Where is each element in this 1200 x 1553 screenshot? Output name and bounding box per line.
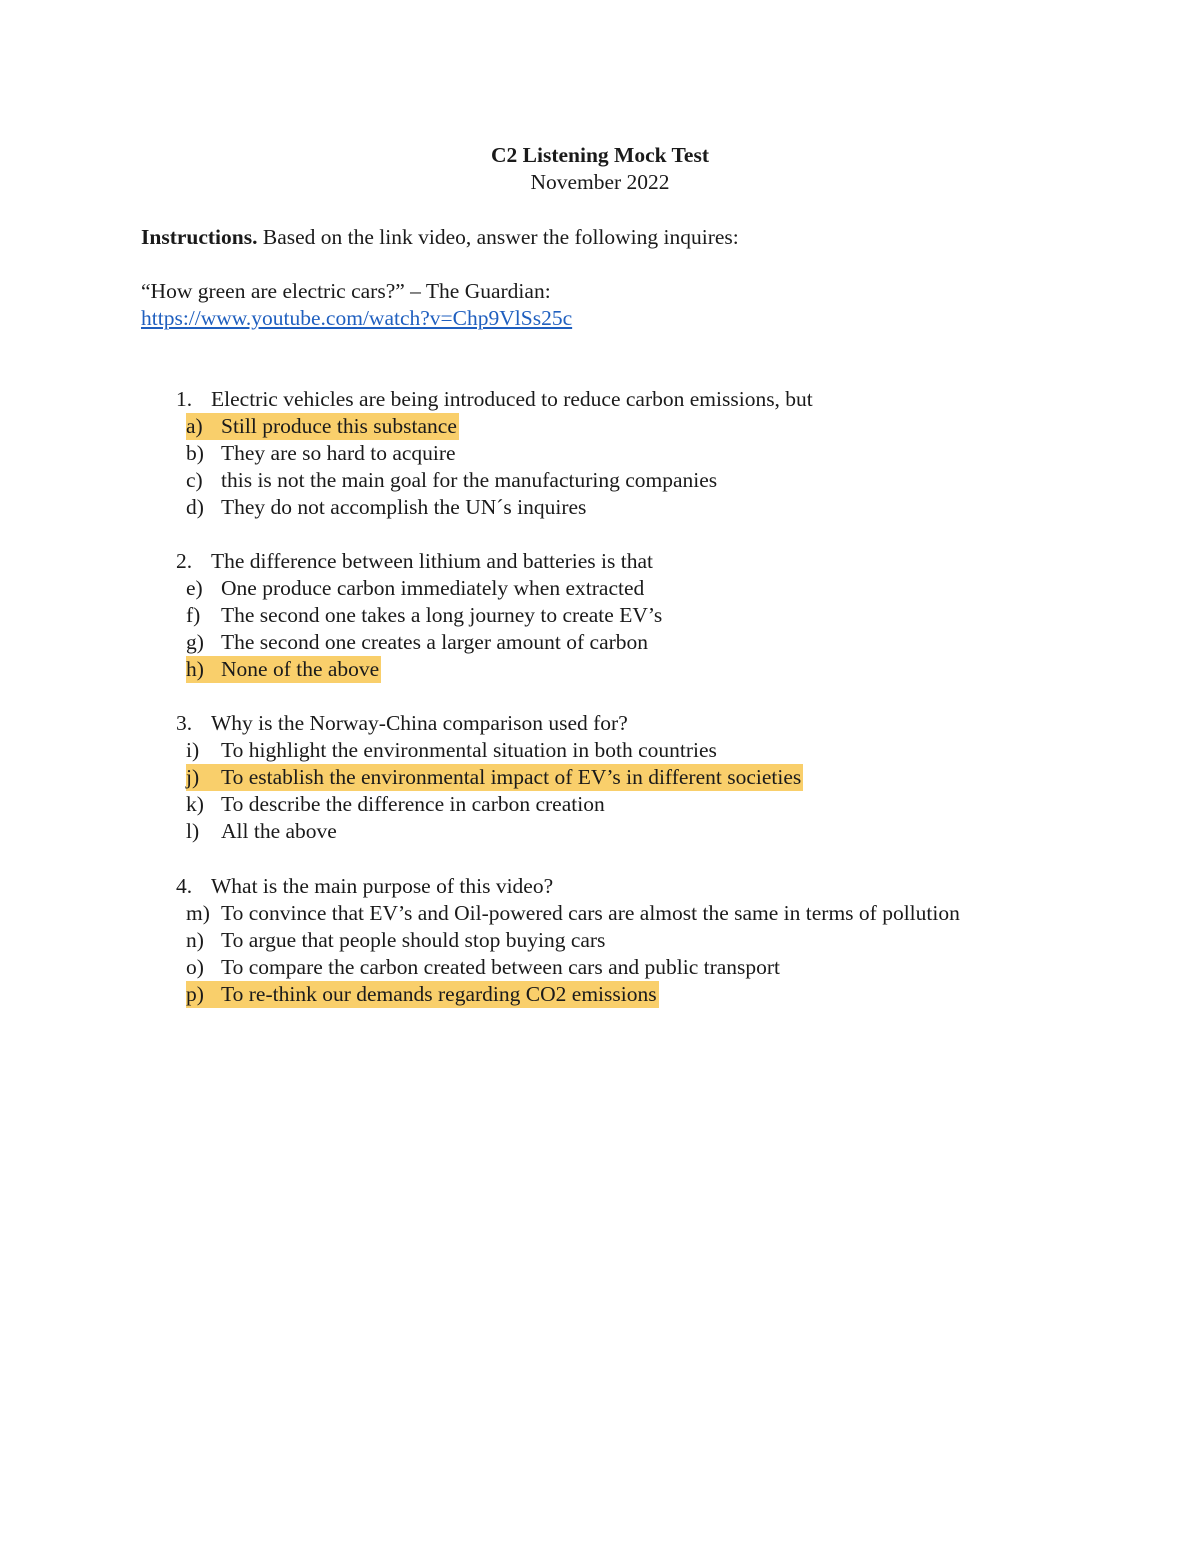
option-text: To establish the environmental impact of EV’s in different societies — [221, 765, 802, 789]
option-letter: d) — [186, 495, 204, 519]
option-n — [186, 927, 605, 954]
option-b — [186, 440, 456, 467]
option-m — [186, 900, 960, 927]
option-letter: k) — [186, 792, 204, 816]
source-title: “How green are electric cars?” – The Guardian: — [141, 279, 551, 303]
option-o — [186, 954, 780, 981]
option-e — [186, 575, 644, 602]
option-a — [186, 413, 459, 440]
page-date: November 2022 — [530, 170, 670, 194]
option-letter: o) — [186, 955, 204, 979]
option-p — [186, 981, 659, 1008]
question-4 — [176, 873, 553, 900]
option-text: To convince that EV’s and Oil-powered cars are almost the same in terms of pollution — [221, 901, 960, 925]
option-letter: c) — [186, 468, 203, 492]
option-text: To describe the difference in carbon creation — [221, 792, 605, 816]
question-3 — [176, 710, 628, 737]
instructions — [141, 223, 739, 251]
option-text: To highlight the environmental situation in both countries — [221, 738, 717, 762]
question-stem: What is the main purpose of this video? — [211, 874, 554, 898]
option-letter: l) — [186, 819, 200, 843]
option-d — [186, 494, 586, 521]
option-letter: f) — [186, 603, 201, 627]
option-text: To compare the carbon created between cars and public transport — [221, 955, 781, 979]
option-j — [186, 764, 803, 791]
option-l — [186, 818, 337, 845]
option-text: To argue that people should stop buying cars — [221, 928, 606, 952]
question-stem: Electric vehicles are being introduced to reduce carbon emissions, but — [211, 387, 813, 411]
question-stem: Why is the Norway-China comparison used for? — [211, 711, 628, 735]
question-stem: The difference between lithium and batteries is that — [211, 549, 653, 573]
instructions-label: Instructions. — [141, 225, 258, 249]
question-number: 2. — [176, 549, 193, 573]
option-text: The second one takes a long journey to create EV’s — [221, 603, 663, 627]
option-k — [186, 791, 605, 818]
option-letter: g) — [186, 630, 204, 654]
instructions-text: Based on the link video, answer the following inquires: — [262, 225, 739, 249]
option-text: None of the above — [221, 657, 380, 681]
option-text: To re-think our demands regarding CO2 emissions — [221, 982, 657, 1006]
option-text: this is not the main goal for the manufacturing companies — [221, 468, 718, 492]
question-number: 4. — [176, 874, 193, 898]
option-c — [186, 467, 717, 494]
option-i — [186, 737, 717, 764]
option-letter: n) — [186, 928, 204, 952]
question-1 — [176, 386, 813, 413]
option-text: The second one creates a larger amount of carbon — [221, 630, 649, 654]
option-text: They do not accomplish the UN´s inquires — [221, 495, 587, 519]
question-number: 3. — [176, 711, 193, 735]
option-text: One produce carbon immediately when extracted — [221, 576, 645, 600]
option-letter: e) — [186, 576, 203, 600]
option-letter: h) — [186, 657, 204, 681]
option-text: Still produce this substance — [221, 414, 457, 438]
option-letter: j) — [186, 765, 200, 789]
option-text: All the above — [221, 819, 337, 843]
option-text: They are so hard to acquire — [221, 441, 456, 465]
option-letter: i) — [186, 738, 200, 762]
option-letter: a) — [186, 414, 203, 438]
source-link[interactable]: https://www.youtube.com/watch?v=Chp9VlSs25c — [141, 306, 573, 330]
option-letter: p) — [186, 982, 204, 1006]
option-letter: b) — [186, 441, 204, 465]
option-g — [186, 629, 648, 656]
option-f — [186, 602, 662, 629]
question-2 — [176, 548, 653, 575]
question-number: 1. — [176, 387, 193, 411]
page-title: C2 Listening Mock Test — [490, 143, 709, 167]
option-letter: m) — [186, 901, 210, 925]
option-h — [186, 656, 381, 683]
